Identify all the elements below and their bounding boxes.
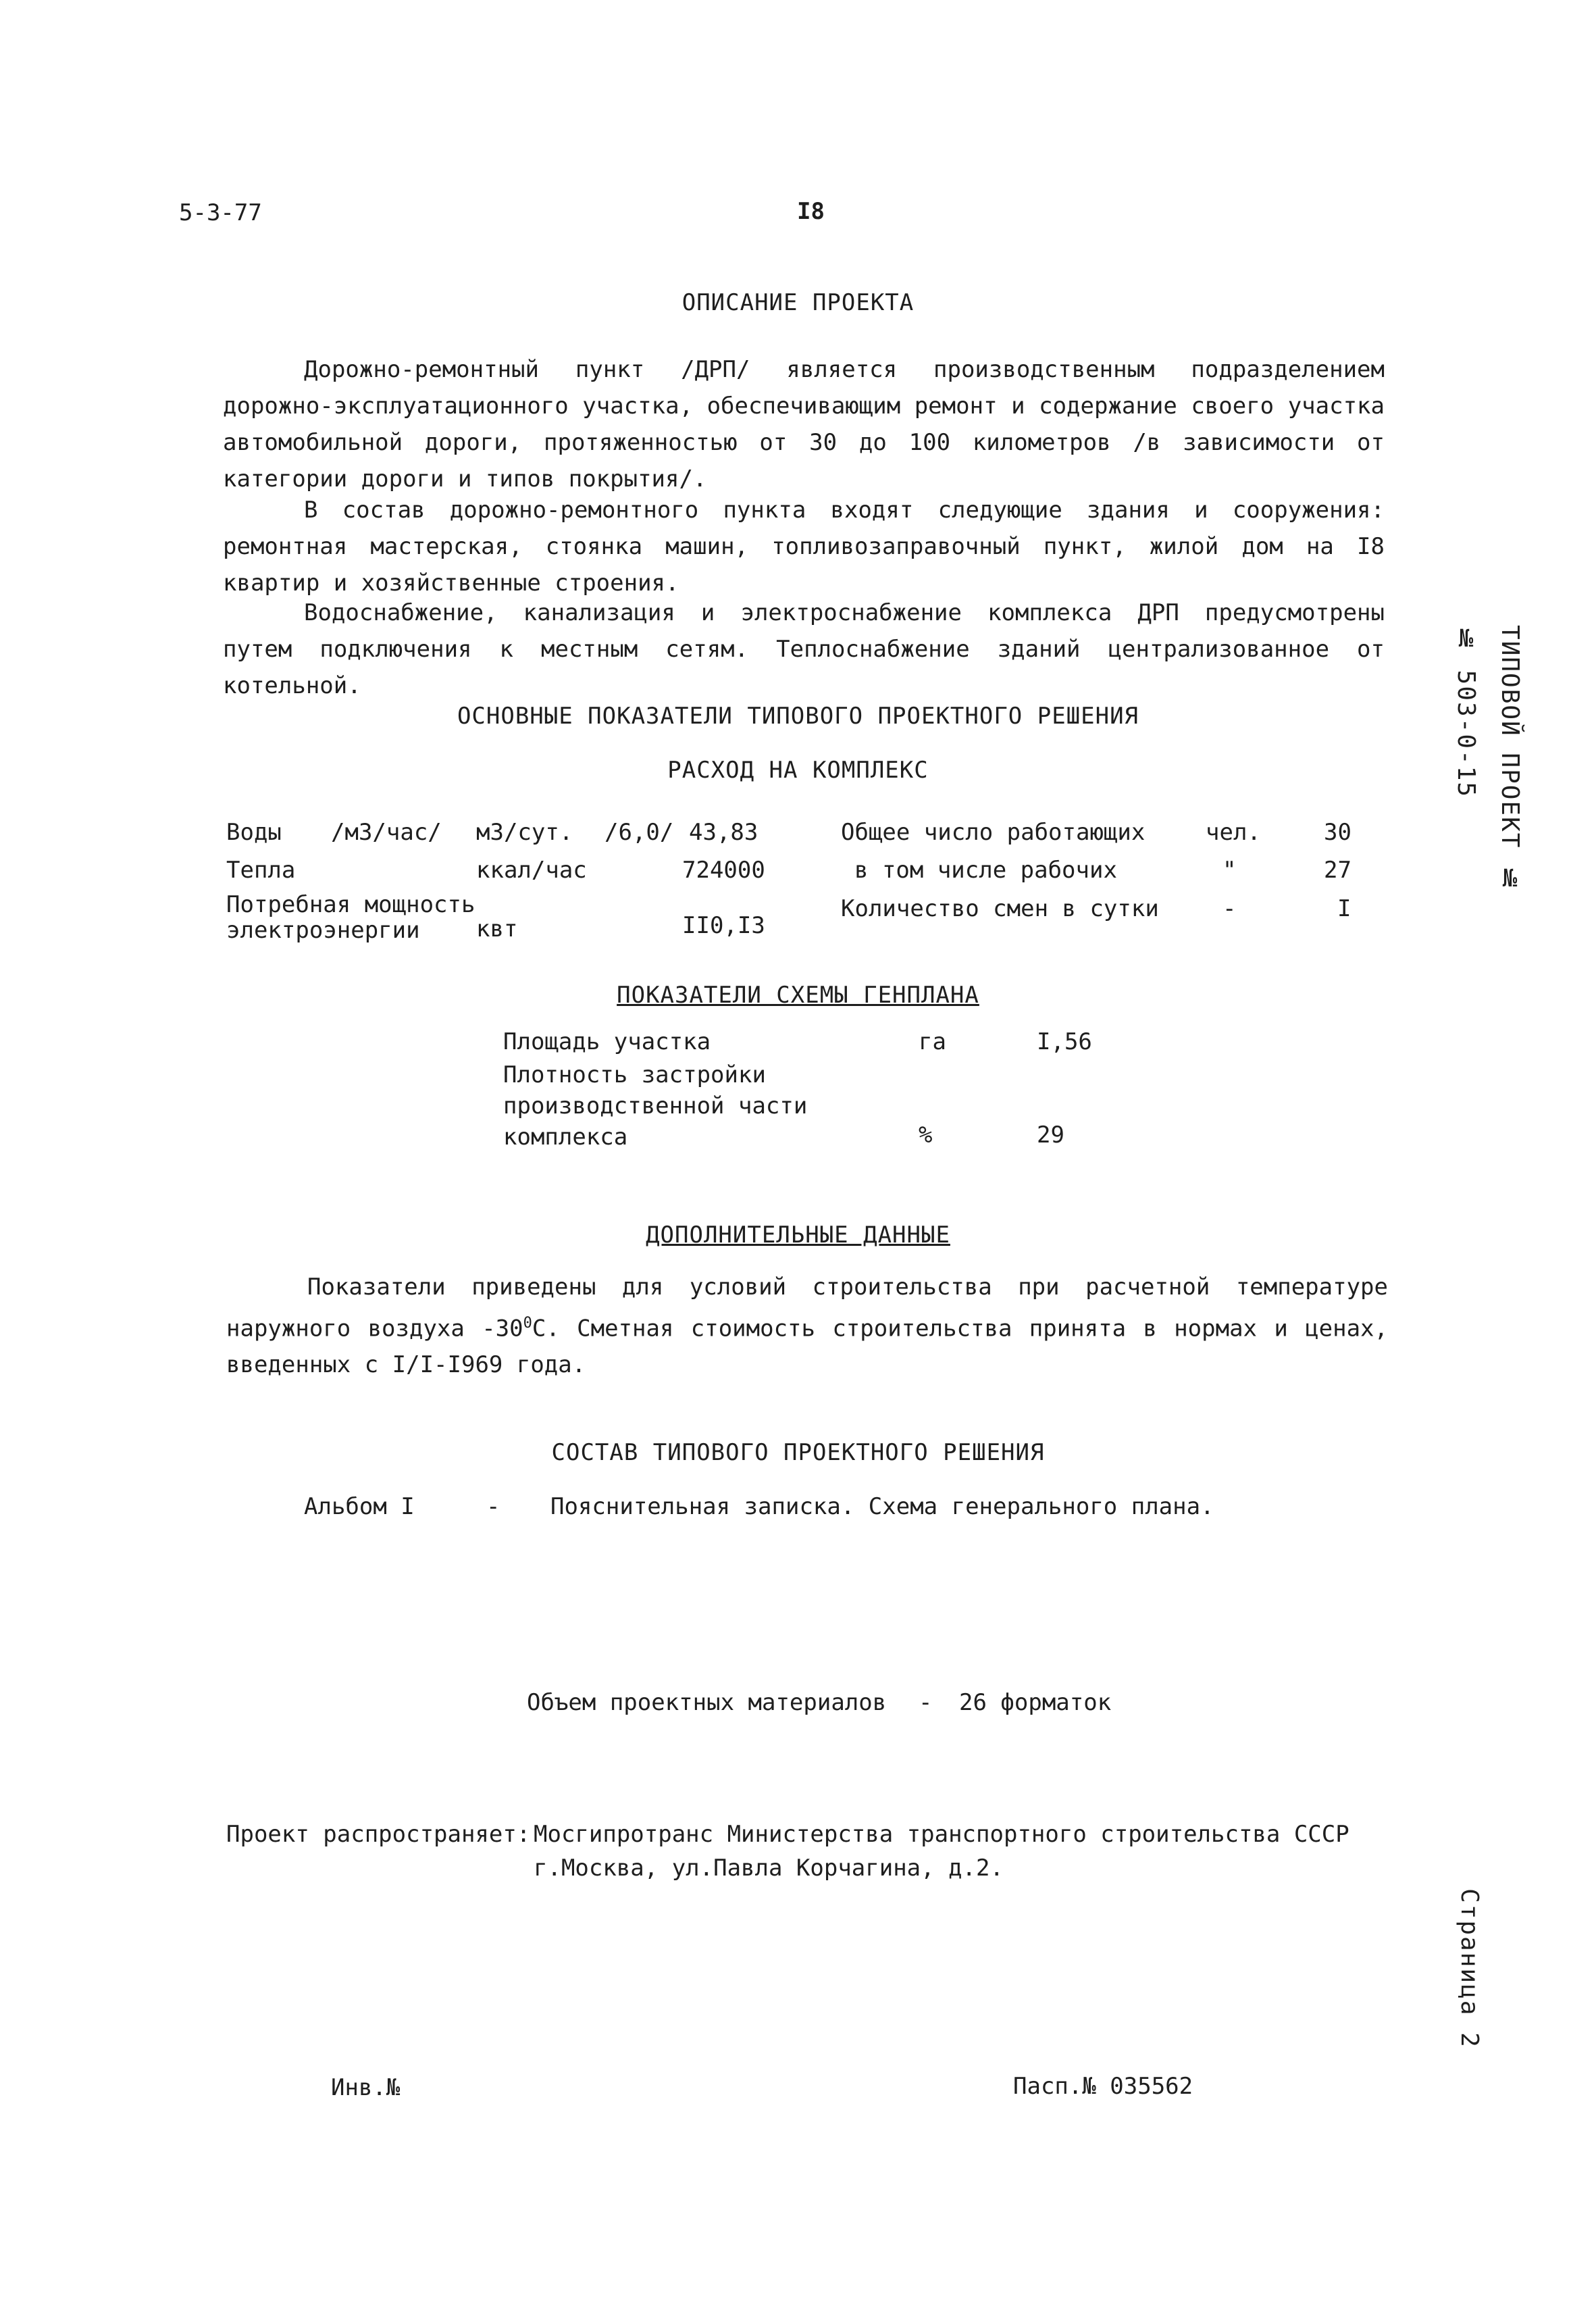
row-shifts-name: Количество смен в сутки xyxy=(841,895,1159,922)
row-power-name: Потребная мощность электроэнергии xyxy=(226,891,475,944)
additional-title: ДОПОЛНИТЕЛЬНЫЕ ДАННЫЕ xyxy=(646,1222,950,1249)
description-paragraph-2: В состав дорожно-ремонтного пункта входят следующие здания и сооружения: ремонтная мастерская, стоянка машин, топливозаправочный пункт, жилой дом на I8 квартир и хозяйственные строения. xyxy=(223,497,1385,597)
genplan-density-unit: % xyxy=(919,1122,933,1149)
row-shifts-value: I xyxy=(1337,895,1352,922)
row-labourers-name: в том числе рабочих xyxy=(854,857,1117,884)
row-heat-name: Тепла xyxy=(226,857,296,884)
composition-title: СОСТАВ ТИПОВОГО ПРОЕКТНОГО РЕШЕНИЯ xyxy=(551,1439,1045,1466)
volume-value: 26 форматок xyxy=(959,1689,1112,1716)
margin-project-title: ТИПОВОЙ ПРОЕКТ № xyxy=(1496,625,1524,895)
row-heat-val2: 724000 xyxy=(682,857,765,884)
page-number: I8 xyxy=(797,198,825,225)
volume-dash: - xyxy=(919,1689,933,1716)
row-power-unit2: квт xyxy=(476,915,518,942)
distributor-label: Проект распространяет: xyxy=(226,1821,531,1848)
row-workers-value: 30 xyxy=(1324,819,1352,846)
indicators-title: ОСНОВНЫЕ ПОКАЗАТЕЛИ ТИПОВОГО ПРОЕКТНОГО РЕШЕНИЯ xyxy=(457,703,1139,730)
degree-sign: 0 xyxy=(523,1315,532,1332)
row-water-name: Воды xyxy=(226,819,282,846)
row-shifts-unit: - xyxy=(1222,895,1237,922)
row-labourers-value: 27 xyxy=(1324,857,1352,884)
genplan-area-name: Площадь участка xyxy=(503,1028,711,1055)
inventory-number: Инв.№ xyxy=(331,2074,401,2101)
genplan-density-name: Плотность застройки производственной части комплекса xyxy=(503,1061,808,1151)
row-water-unit1: /м3/час/ xyxy=(331,819,442,846)
row-power-val2: II0,I3 xyxy=(682,912,765,939)
album-dash: - xyxy=(486,1493,500,1520)
row-water-val1: /6,0/ xyxy=(604,819,674,846)
margin-page-label: Страница 2 xyxy=(1456,1888,1483,2048)
doc-code: 5-3-77 xyxy=(179,199,262,226)
row-workers-unit: чел. xyxy=(1206,819,1261,846)
genplan-density-value: 29 xyxy=(1037,1122,1064,1149)
passport-number: Пасп.№ 035562 xyxy=(1013,2073,1193,2100)
row-water-val2: 43,83 xyxy=(689,819,758,846)
row-water-unit2: м3/сут. xyxy=(476,819,573,846)
distributor-line-2: г.Москва, ул.Павла Корчагина, д.2. xyxy=(534,1855,1004,1882)
description-title: ОПИСАНИЕ ПРОЕКТА xyxy=(681,289,915,316)
volume-label: Объем проектных материалов xyxy=(527,1689,887,1716)
genplan-area-value: I,56 xyxy=(1037,1028,1092,1055)
album-description: Пояснительная записка. Схема генерального плана. xyxy=(550,1493,1214,1520)
indicators-subtitle: РАСХОД НА КОМПЛЕКС xyxy=(667,757,929,784)
description-paragraph-1: Дорожно-ремонтный пункт /ДРП/ является производственным подразделением дорожно-эксплуатационного участка, обеспечивающим ремонт и содержание своего участка автомобильной дороги, протяженностью от 30 до 100 километров /в зависимости от категории дороги и типов покрытия/. xyxy=(223,356,1385,493)
row-heat-unit2: ккал/час xyxy=(476,857,587,884)
row-labourers-unit: " xyxy=(1222,857,1237,884)
description-paragraph-3: Водоснабжение, канализация и электроснабжение комплекса ДРП предусмотрены путем подключения к местным сетям. Теплоснабжение зданий централизованное от котельной. xyxy=(223,599,1385,699)
additional-paragraph: Показатели приведены для условий строительства при расчетной температуре наружного воздуха $-30^0С$. Сметная стоимость строительства принята в нормах и ценах, введенных с I/I-I969 года. xyxy=(226,1274,1388,1379)
distributor-line-1: Мосгипротранс Министерства транспортного строительства СССР xyxy=(534,1821,1349,1848)
genplan-title: ПОКАЗАТЕЛИ СХЕМЫ ГЕНПЛАНА xyxy=(617,982,979,1009)
album-label: Альбом I xyxy=(304,1493,415,1520)
row-workers-name: Общее число работающих xyxy=(841,819,1145,846)
margin-project-number: № 503-0-15 xyxy=(1452,625,1480,799)
genplan-area-unit: га xyxy=(919,1028,946,1055)
